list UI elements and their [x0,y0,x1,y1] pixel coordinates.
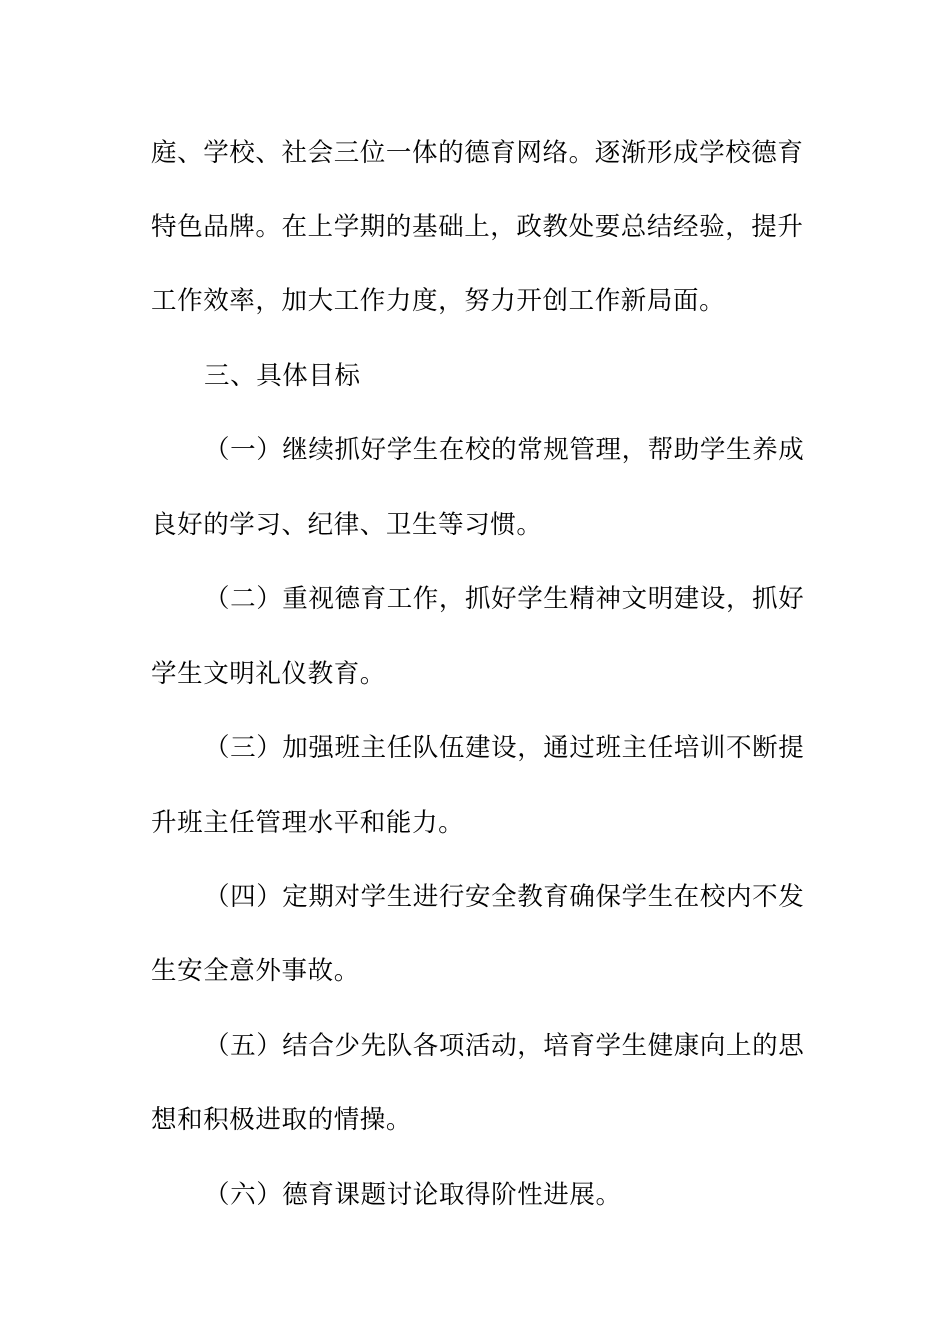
paragraph-line: 升班主任管理水平和能力。 [151,808,465,838]
paragraph-line: （二）重视德育工作，抓好学生精神文明建设，抓好 [204,584,805,614]
paragraph-line: （五）结合少先队各项活动，培育学生健康向上的思 [204,1031,805,1061]
paragraph-line: 想和积极进取的情操。 [151,1105,413,1135]
paragraph-line: 庭、学校、社会三位一体的德育网络。逐渐形成学校德育 [151,138,804,168]
paragraph-line: 良好的学习、纪律、卫生等习惯。 [151,510,543,540]
paragraph-line: 特色品牌。在上学期的基础上，政教处要总结经验，提升 [151,212,804,242]
paragraph-line: （六）德育课题讨论取得阶性进展。 [204,1180,622,1210]
paragraph-line: （一）继续抓好学生在校的常规管理，帮助学生养成 [204,435,805,465]
paragraph-line: （三）加强班主任队伍建设，通过班主任培训不断提 [204,733,805,763]
paragraph-line: （四）定期对学生进行安全教育确保学生在校内不发 [204,882,805,912]
paragraph-line: 学生文明礼仪教育。 [151,659,386,689]
section-heading: 三、具体目标 [204,361,361,391]
paragraph-line: 生安全意外事故。 [151,956,360,986]
paragraph-line: 工作效率，加大工作力度，努力开创工作新局面。 [151,286,726,316]
